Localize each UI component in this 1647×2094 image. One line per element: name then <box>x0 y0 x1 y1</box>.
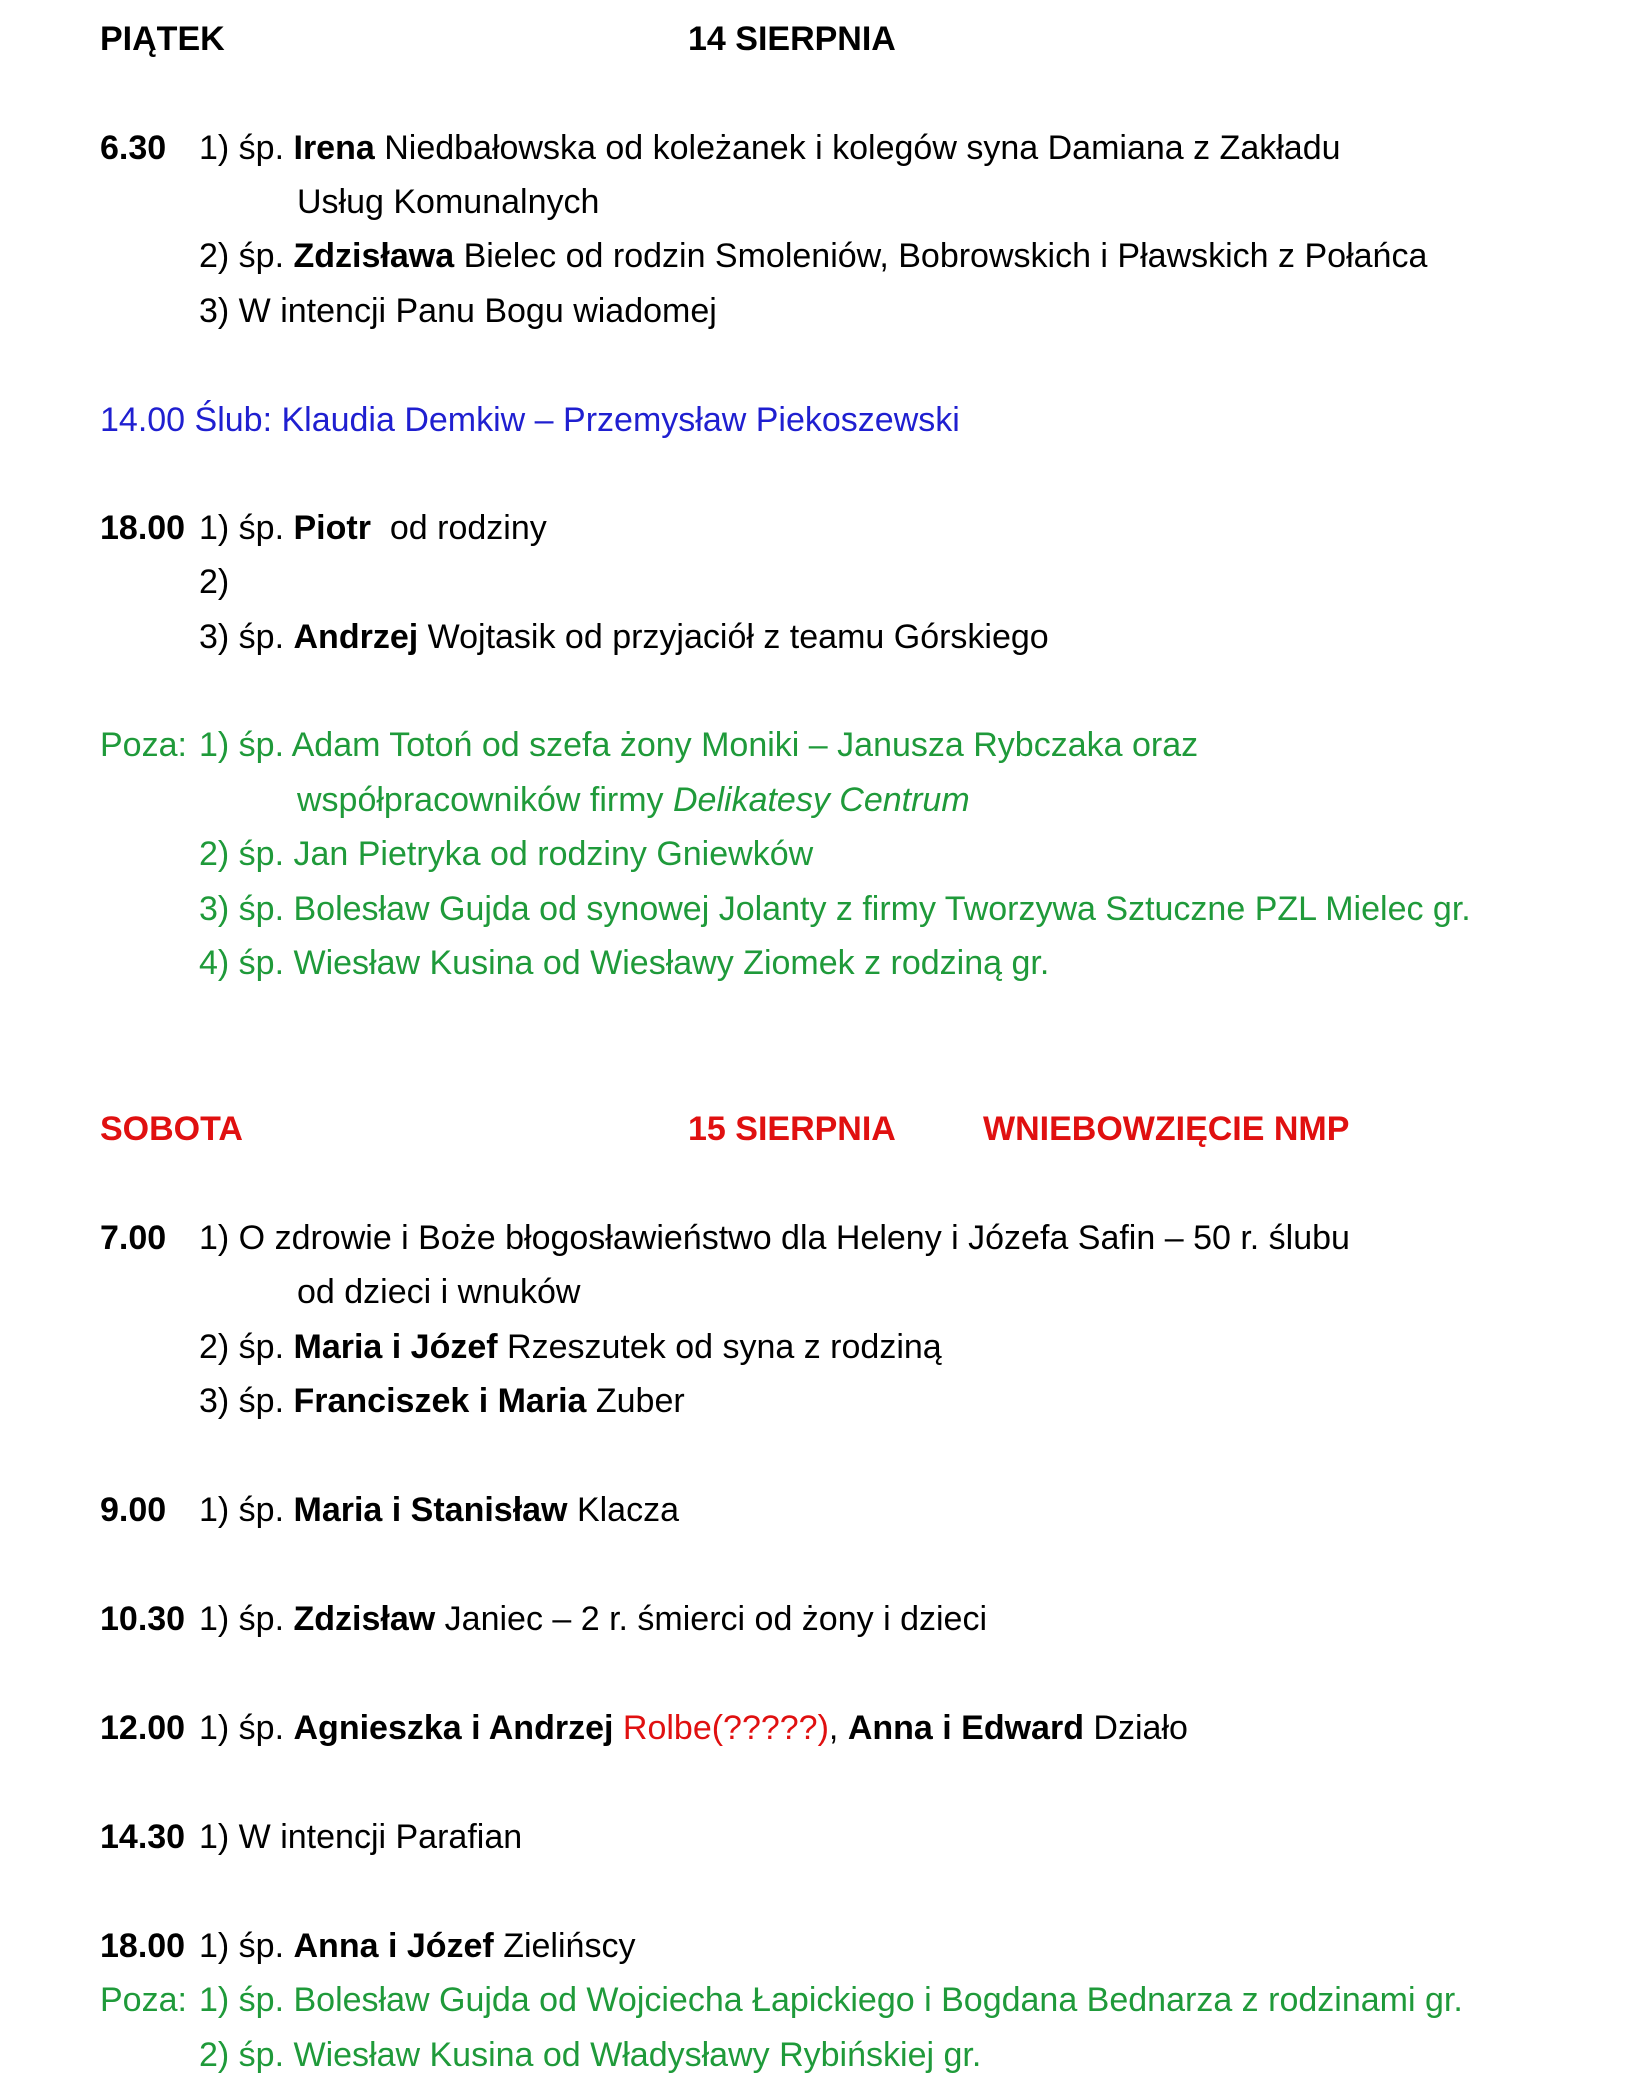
intention-item: 1) śp. Bolesław Gujda od Wojciecha Łapickiego i Bogdana Bednarza z rodzinami gr. <box>199 1981 1463 2019</box>
intention-item: 1) śp. Irena Niedbałowska od koleżanek i kolegów syna Damiana z Zakładu <box>199 129 1341 167</box>
intention-item: 1) śp. Agnieszka i Andrzej Rolbe(?????), Anna i Edward Działo <box>199 1709 1188 1747</box>
intention-item: 1) O zdrowie i Boże błogosławieństwo dla Heleny i Józefa Safin – 50 r. ślubu <box>199 1219 1350 1257</box>
mass-time: 9.00 <box>100 1491 167 1529</box>
uncertain-name: Rolbe(?????) <box>622 1709 829 1747</box>
day-name: PIĄTEK <box>100 20 225 58</box>
intention-item: 1) śp. Piotr od rodziny <box>199 509 547 547</box>
mass-time: 18.00 <box>100 1927 186 1965</box>
mass-time: 6.30 <box>100 129 167 167</box>
mass-time: 14.30 <box>100 1818 186 1856</box>
intention-item: 1) śp. Anna i Józef Zielińscy <box>199 1927 636 1965</box>
intention-item: 1) śp. Adam Totoń od szefa żony Moniki – Janusza Rybczaka oraz <box>199 726 1199 764</box>
feast-name: WNIEBOWZIĘCIE NMP <box>983 1110 1350 1148</box>
intention-item: 1) W intencji Parafian <box>199 1818 523 1856</box>
mass-time: 18.00 <box>100 509 186 547</box>
extra-label: Poza: <box>100 1981 187 2019</box>
mass-time: 7.00 <box>100 1219 167 1257</box>
day-date: 15 SIERPNIA <box>688 1110 896 1148</box>
day-date: 14 SIERPNIA <box>688 20 896 58</box>
extra-label: Poza: <box>100 726 187 764</box>
mass-time: 10.30 <box>100 1600 186 1638</box>
intention-item: 1) śp. Maria i Stanisław Klacza <box>199 1491 680 1529</box>
day-name: SOBOTA <box>100 1110 243 1148</box>
intention-item: 1) śp. Zdzisław Janiec – 2 r. śmierci od żony i dzieci <box>199 1600 987 1638</box>
mass-time: 12.00 <box>100 1709 186 1747</box>
